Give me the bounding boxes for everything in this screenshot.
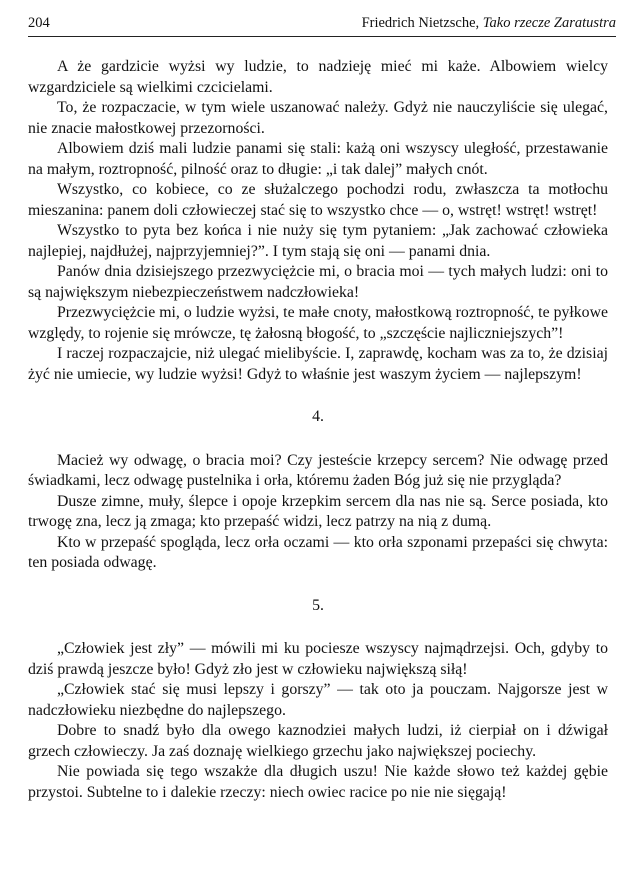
paragraph: Nie powiada się tego wszakże dla długich uszu! Nie każde słowo też każdej gębie przystoi. Subtelne to i dalekie rzeczy: niech owiec racice po nie nie sięgają! <box>28 763 608 801</box>
paragraph: Wszystko, co kobiece, co ze służalczego pochodzi rodu, zwłaszcza ta motłochu mieszanina: panem doli człowieczej stać się to wszystko chce — o, wstręt! wstręt! wstręt! <box>28 181 608 219</box>
page-body <box>28 57 608 803</box>
paragraph: I raczej rozpaczajcie, niż ulegać mielibyście. I, zaprawdę, kocham was za to, że dzisiaj żyć nie umiecie, wy ludzie wyżsi! Gdyż to właśnie jest waszym życiem — najlepszym! <box>28 345 608 383</box>
paragraph: To, że rozpaczacie, w tym wiele uszanować należy. Gdyż nie nauczyliście się ulegać, nie znacie małostkowej przezorności. <box>28 99 608 137</box>
paragraph: Macież wy odwagę, o bracia moi? Czy jesteście krzepcy sercem? Nie odwagę przed świadkami, lecz odwagę pustelnika i orła, któremu żaden Bóg już się nie przygląda? <box>28 451 608 489</box>
paragraph: Dobre to snadź było dla owego kaznodziei małych ludzi, iż cierpiał on i dźwigał grzech człowieczy. Ja zaś doznaję wielkiego grzechu jako największej pociechy. <box>28 722 608 760</box>
section-number-5: 5. <box>312 596 324 614</box>
paragraph: „Człowiek stać się musi lepszy i gorszy” — tak oto ja pouczam. Najgorsze jest w nadczłowieku niezbędne do najlepszego. <box>28 681 608 719</box>
running-head <box>362 14 616 32</box>
author-name: Friedrich Nietzsche, <box>361 15 480 31</box>
paragraph: Kto w przepaść spogląda, lecz orła oczami — kto orła szponami przepaści się chwyta: ten posiada odwagę. <box>28 533 608 571</box>
paragraph: Przezwyciężcie mi, o ludzie wyżsi, te małe cnoty, małostkową roztropność, te pyłkowe względy, to rojenie się mrówcze, tę żałosną błogość, to „szczęście najliczniejszych”! <box>28 304 608 342</box>
header-rule <box>28 36 616 37</box>
paragraph: Wszystko to pyta bez końca i nie nuży się tym pytaniem: „Jak zachować człowieka najlepiej, najdłużej, najprzyjemniej?”. I tym stają się oni — panami dnia. <box>28 222 608 260</box>
paragraph: Albowiem dziś mali ludzie panami się stali: każą oni wszyscy uległość, przestawanie na małym, roztropność, pilność oraz to długie: „i tak dalej” małych cnót. <box>28 140 608 178</box>
page-number: 204 <box>28 15 50 31</box>
book-title: Tako rzecze Zaratustra <box>482 15 616 31</box>
paragraph: Panów dnia dzisiejszego przezwyciężcie mi, o bracia moi — tych małych ludzi: oni to są największym niebezpieczeństwem nadczłowieka! <box>28 263 608 301</box>
paragraph: A że gardzicie wyżsi wy ludzie, to nadzieję mieć mi każe. Albowiem wielcy wzgardziciele są wielkimi czcicielami. <box>28 58 608 96</box>
section-number-4: 4. <box>312 408 324 425</box>
paragraph: „Człowiek jest zły” — mówili mi ku pociesze wszyscy najmądrzejsi. Och, gdyby to dziś prawdą jeszcze było! Gdyż zło jest w człowieku największą siłą! <box>28 640 608 678</box>
paragraph: Dusze zimne, muły, ślepce i opoje krzepkim sercem dla nas nie są. Serce posiada, kto trwogę zna, lecz ją zmaga; kto przepaść widzi, lecz patrzy na nią z dumą. <box>28 492 608 530</box>
